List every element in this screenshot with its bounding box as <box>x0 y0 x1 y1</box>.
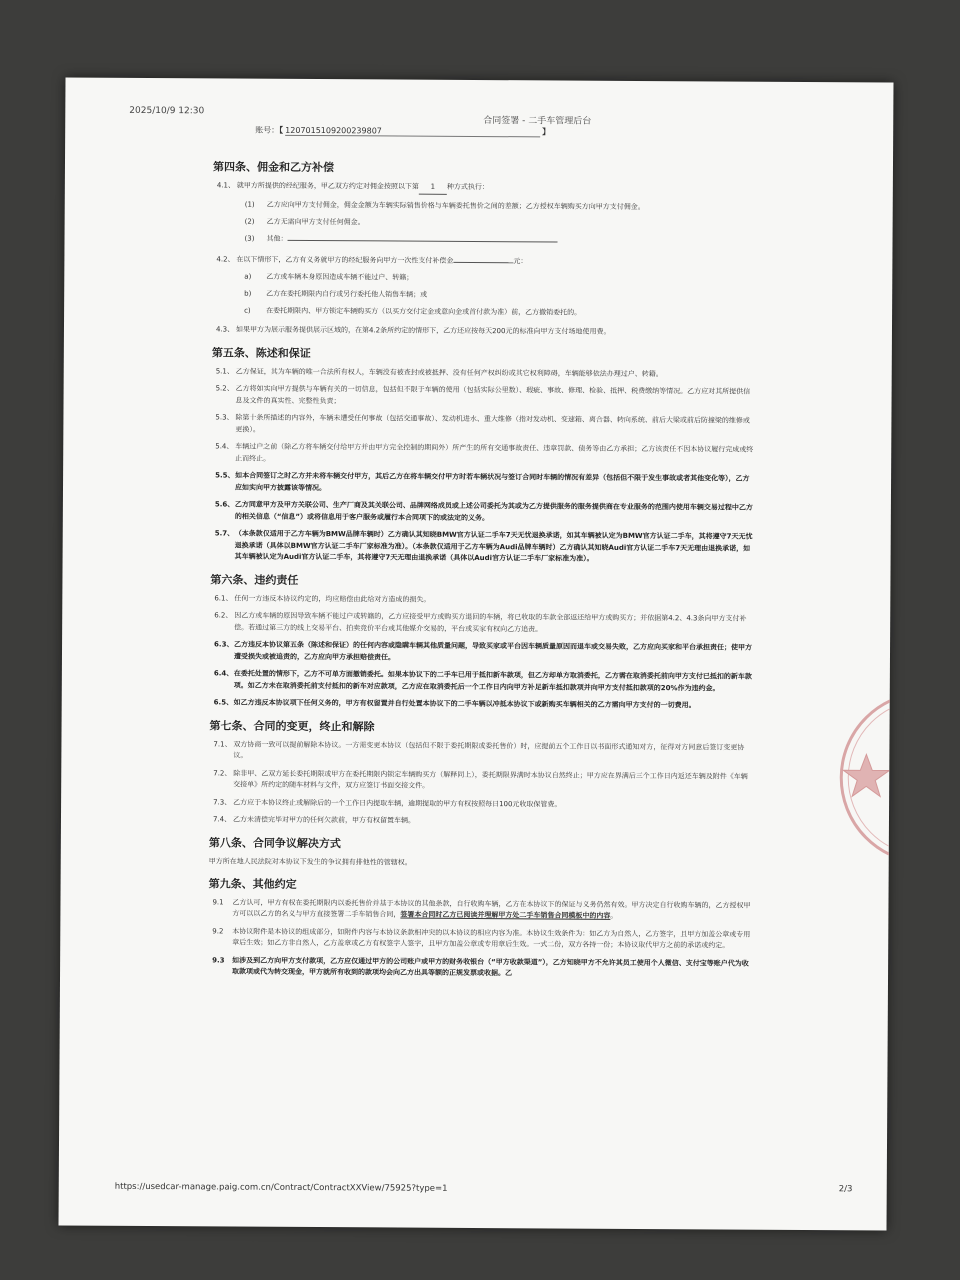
clause-number: 6.2、 <box>214 611 233 620</box>
clause-9-2 <box>212 926 752 952</box>
clause-5-2 <box>216 383 756 409</box>
page-number: 2/3 <box>838 1184 853 1195</box>
clause-text: 除非甲、乙双方延长委托期限或甲方在委托期限内锁定车辆购买方（解释同上），委托期限界满时本协议自然终止；甲方应在界满后三个工作日内返还车辆及附件《车辆交接单》所约定的随车材料与文件，双方应签订书面交接文件。 <box>233 769 748 790</box>
clause-number: 9.1 <box>212 897 224 906</box>
clause-8-text: 甲方所在地人民法院对本协议下发生的争议拥有排他性的管辖权。 <box>208 856 412 867</box>
clause-number: 5.3、 <box>215 413 234 422</box>
clause-6-1 <box>214 593 754 608</box>
clause-text: 因乙方或车辆的原因导致车辆不能过户或转籍的，乙方应接受甲方或购买方退回的车辆，将已收取的车款全部返还给甲方或购买方；并依据第4.2、4.3条向甲方支付补偿。若通过第三方的线上交易平台、拍卖竞价平台或其他媒介交易的，平台或买家有权向乙方追责。 <box>234 611 747 633</box>
option-item <box>245 216 757 230</box>
clause-number: 5.4、 <box>215 442 234 451</box>
clause-text: 如乙方违反本协议项下任何义务的，甲方有权留置并自行处置本协议下的二手车辆以冲抵本协议下或新购买车辆相关的乙方需向甲方支付的一切费用。 <box>233 698 696 710</box>
clause-text: 元： <box>513 256 528 265</box>
option-marker: (3) <box>244 234 255 243</box>
clause-number: 5.1、 <box>215 366 234 376</box>
option-item <box>245 199 757 213</box>
clause-number: 6.4、 <box>213 669 234 678</box>
clause-9-1 <box>212 897 752 923</box>
other-blank <box>288 239 558 242</box>
clause-number: 6.5、 <box>213 698 234 707</box>
condition-text: 乙方或车辆本身原因造成车辆不能过户、转籍； <box>266 272 414 282</box>
clause-text: 乙方违反本协议第五条（陈述和保证）的任何内容或隐瞒车辆其他质量问题，导致买家或平台因车辆质量原因而退车或交易失败，乙方应向买家和平台承担责任；使甲方遭受损失或被追责的，乙方应向甲方承担赔偿责任。 <box>233 640 753 662</box>
account-line <box>255 125 550 138</box>
clause-text: 乙方保证，其为车辆的唯一合法所有权人，车辆没有被查封或被抵押、没有任何产权纠纷或其它权利障碍，车辆能够依法办理过户、转籍。 <box>235 367 663 378</box>
section-6-title: 第六条、违约责任 <box>210 572 299 587</box>
clause-text: 如果甲方为展示服务提供展示区域的，在第4.2条所约定的情形下，乙方还应按每天200元的标准向甲方支付场地使用费。 <box>235 325 611 336</box>
clause-text: 除第十条所描述的内容外，车辆未遭受任何事故（包括交通事故）、发动机进水、重大维修（指对发动机、变速箱、离合器、转向系统、前后大梁或前后防撞梁的维修或更换）。 <box>235 413 750 434</box>
clause-number: 4.2、 <box>216 254 235 264</box>
clause-number: 5.6、 <box>214 500 235 509</box>
clause-text: 车辆过户之前（除乙方将车辆交付给甲方并由甲方完全控制的期间外）所产生的所有交通事故责任、违章罚款、债务等由乙方承担；乙方该责任不因本协议履行完成或终止而终止。 <box>235 442 754 463</box>
option-text: 其他： <box>266 234 288 243</box>
clause-5-6 <box>215 499 755 525</box>
clause-text: 如本合同签订之时乙方并未将车辆交付甲方，其后乙方在将车辆交付甲方时若车辆状况与签订合同时车辆的情况有差异（包括但不限于发生事故或者其他变化等），乙方应如实向甲方披露该等情况。 <box>234 471 750 492</box>
option-item <box>244 233 756 247</box>
clause-number: 9.2 <box>212 926 224 935</box>
clause-5-7 <box>215 528 755 566</box>
clause-number: 9.3 <box>212 955 225 964</box>
clause-number: 5.5、 <box>215 471 235 480</box>
clause-text: 任何一方违反本协议约定的，均应赔偿由此给对方造成的损失。 <box>234 594 431 604</box>
clause-6-3 <box>214 639 754 665</box>
clause-text: 。 <box>610 911 618 920</box>
clause-6-4 <box>214 668 754 694</box>
seal-stamp <box>831 682 894 872</box>
clause-text: 乙方同意甲方及甲方关联公司、生产厂商及其关联公司、品牌网络成员或上述公司委托为其或为乙方提供服务的服务提供商在专业服务的范围内使用车辆交易过程中乙方的相关信息（“信息”）或将信息用于客户服务或履行本合同项下的或法定的义务。 <box>234 500 753 522</box>
clause-5-1 <box>216 366 756 381</box>
clause-text: 如涉及到乙方向甲方支付款项，乙方应仅通过甲方的公司账户或甲方的财务收银台（“甲方收款渠道”），乙方知晓甲方不允许其员工使用个人微信、支付宝等账户代为收取款项或代为转交现金，甲方就所有收到的款项均会向乙方出具等额的正规发票或收据。乙 <box>232 956 749 978</box>
clause-text: 在委托处置的情形下，乙方不可单方面撤销委托。如果本协议下的二手车已用于抵扣新车款项，但乙方却单方取消委托，乙方需在取消委托前向甲方支付已抵扣的新车款项。如乙方未在取消委托前支付抵扣的新车对应款项，乙方应在取消委托后一个工作日内向甲方补足新车抵扣款项并向甲方支付抵扣款项的20%作为违约金。 <box>233 669 752 692</box>
section-5-title: 第五条、陈述和保证 <box>211 345 311 360</box>
option-marker: (2) <box>244 217 255 226</box>
section-9-title: 第九条、其他约定 <box>208 876 297 891</box>
condition-item <box>244 289 756 303</box>
section-8-title: 第八条、合同争议解决方式 <box>208 835 341 850</box>
condition-item <box>244 272 756 286</box>
clause-text: 就甲方所提供的经纪服务，甲乙双方约定对佣金按照以下第 <box>236 181 419 191</box>
option-text: 乙方无需向甲方支付任何佣金。 <box>266 217 365 226</box>
compensation-blank <box>453 261 513 262</box>
clause-number: 4.1、 <box>216 181 236 190</box>
clause-6-5 <box>214 697 754 712</box>
account-number: 1207015109200239807 <box>285 126 540 138</box>
clause-4-2 <box>216 254 756 269</box>
clause-5-4 <box>215 441 755 467</box>
clause-6-2 <box>214 610 754 636</box>
clause-text: 种方式执行： <box>446 182 489 192</box>
contract-body <box>208 150 757 987</box>
clause-text: 本协议附件是本协议的组成部分，如附件内容与本协议条款相冲突的以本协议的相应内容为准。本协议生效条件为：如乙方为自然人，乙方签字，且甲方加盖公章或专用章后生效；如乙方非自然人，乙方盖章或乙方有权签字人签字，且甲方加盖公章或专用章后生效。一式二份，双方各持一份；本协议取代甲方之前的承诺或约定。 <box>232 927 751 950</box>
clause-underlined-text: 签署本合同时乙方已阅读并理解甲方处二手车销售合同模板中的内容 <box>400 910 611 920</box>
clause-4-1 <box>217 180 757 196</box>
option-text: 乙方应向甲方支付佣金，佣金金额为车辆实际销售价格与车辆委托售价之间的差额；乙方授权车辆购买方向甲方支付佣金。 <box>266 200 645 211</box>
footer-url: https://usedcar-manage.paig.com.cn/Contract/ContractXXView/75925?type=1 <box>114 1181 448 1194</box>
clause-number: 7.2、 <box>213 768 232 778</box>
condition-item <box>244 306 756 320</box>
clause-text: 乙方应于本协议终止或解除后的一个工作日内提取车辆，逾期提取的甲方有权按照每日100元收取保管费。 <box>233 798 562 809</box>
clause-5-5 <box>215 470 755 496</box>
clause-7-1 <box>213 739 753 765</box>
clause-number: 6.3、 <box>214 640 234 649</box>
clause-number: 4.3、 <box>215 325 235 334</box>
account-bracket-open: 【 <box>279 125 284 135</box>
clause-number: 7.4、 <box>212 815 232 824</box>
contract-page <box>59 77 894 1230</box>
commission-choice: 1 <box>419 182 447 195</box>
section-7-title: 第七条、合同的变更，终止和解除 <box>209 718 375 733</box>
clause-text: （本条款仅适用于乙方车辆为BMW品牌车辆时）乙方确认其知晓BMW官方认证二手车7天无忧退换承诺，如其车辆被认定为BMW官方认证二手车，其将遵守7天无忧退换承诺（具体以BMW官方认证二手车厂家标准为准）。（本条款仅适用于乙方车辆为Audi品牌车辆时）乙方确认其知晓Audi官方认证二手车7天无理由退换承诺，如其车辆被认定为Audi官方认证二手车，其将遵守7天无理由退换承诺（具体以Audi官方认证二手车厂家标准为准）。 <box>234 529 753 563</box>
clause-5-3 <box>215 412 755 438</box>
clause-text: 乙方将如实向甲方提供与车辆有关的一切信息，包括但不限于车辆的使用（包括实际公里数）、瑕疵、事故、修理、检验、抵押、税费缴纳等情况。乙方应对其所提供信息及文件的真实性、完整性负责； <box>235 384 751 405</box>
clause-number: 7.1、 <box>213 739 232 749</box>
clause-text: 在以下情形下，乙方有义务就甲方的经纪服务向甲方一次性支付补偿金 <box>236 255 454 265</box>
condition-marker: a) <box>244 272 252 281</box>
section-4-title: 第四条、佣金和乙方补偿 <box>212 160 335 175</box>
clause-7-3 <box>213 797 753 812</box>
account-label: 账号： <box>255 125 280 135</box>
condition-marker: b) <box>244 289 252 298</box>
print-datetime: 2025/10/9 12:30 <box>129 105 205 117</box>
clause-text: 双方协商一致可以提前解除本协议。一方需变更本协议（包括但不限于委托期限或委托售价）时，应提前五个工作日以书面形式通知对方，征得对方同意后签订变更协议。 <box>233 740 745 760</box>
option-marker: (1) <box>244 200 255 209</box>
clause-7-2 <box>213 768 753 794</box>
clause-number: 5.7、 <box>214 529 235 538</box>
clause-text: 乙方认可，甲方有权在委托期限内以委托售价并基于本协议的其他条款，自行收购车辆，乙方在本协议下的保证与义务仍然有效。甲方决定自行收购车辆的，乙方授权甲方可以以乙方的名义与甲方直接签署二手车销售合同， <box>232 898 751 919</box>
clause-4-3 <box>216 324 756 339</box>
clause-number: 6.1、 <box>214 593 233 603</box>
condition-text: 乙方在委托期限内自行或另行委托他人销售车辆；或 <box>266 289 428 299</box>
page-title: 合同签署 - 二手车管理后台 <box>483 116 592 127</box>
clause-number: 7.3、 <box>213 797 232 807</box>
condition-marker: c) <box>244 306 251 315</box>
clause-7-4 <box>213 814 753 829</box>
account-bracket-close: 】 <box>542 127 551 137</box>
clause-9-3 <box>212 955 752 981</box>
clause-number: 5.2、 <box>215 384 234 393</box>
clause-text: 乙方未清偿完毕对甲方的任何欠款前，甲方有权留置车辆。 <box>232 815 416 825</box>
condition-text: 在委托期限内、甲方锁定车辆购买方（以买方交付定金或意向金或首付款为准）前，乙方撤销委托的。 <box>266 306 582 317</box>
